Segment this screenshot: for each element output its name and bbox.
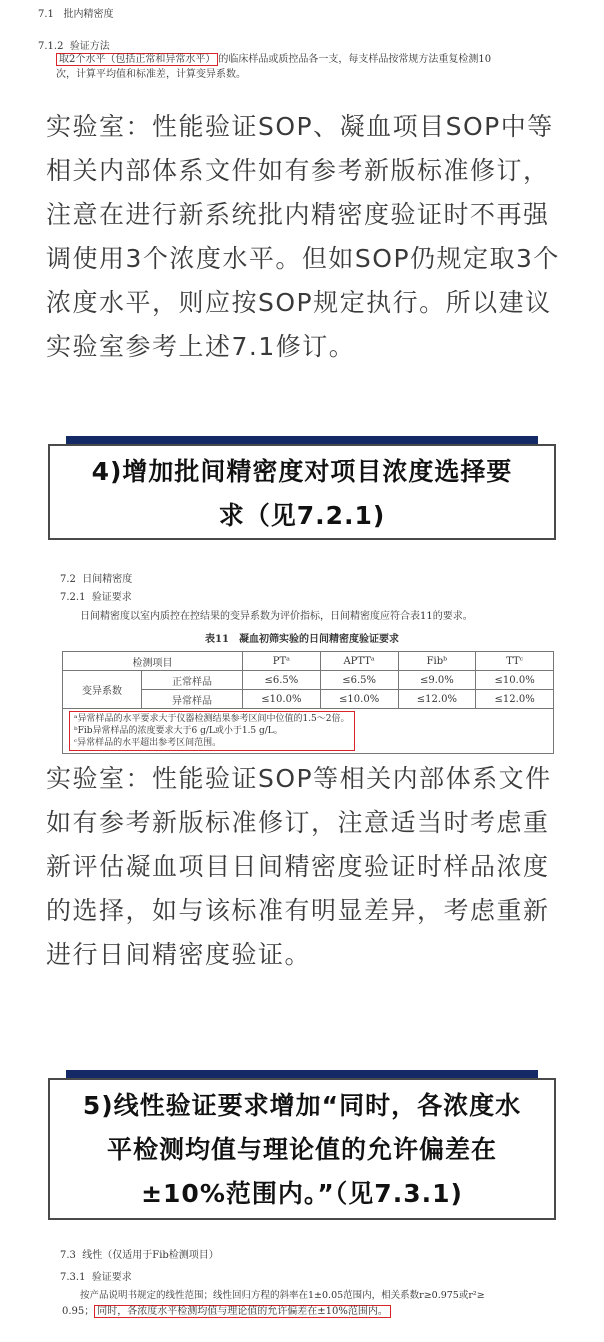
body-text: 0.95； [62, 1306, 95, 1317]
table-note: ᵇFib异常样品的浓度要求大于6 g/L或小于1.5 g/L。 [74, 726, 283, 736]
section-7-1-2-body-line2: 次，计算平均值和标准差，计算变异系数。 [56, 69, 246, 80]
precision-table [62, 651, 554, 754]
section-7-3-1-body-line2 [62, 1302, 391, 1317]
heading-box-4 [48, 444, 556, 540]
table-notes-cell [63, 709, 554, 754]
section-title: 验证要求 [91, 592, 132, 603]
table-row-label: 异常样品 [142, 690, 243, 709]
section-number: 7.2.1 [60, 592, 86, 603]
table-row [63, 671, 554, 690]
section-7-1-2-heading [38, 37, 110, 52]
table-note: ᶜ异常样品的水平超出参考区间范围。 [74, 738, 222, 748]
section-7-3-heading [60, 1246, 219, 1261]
heading-box-5 [48, 1078, 556, 1220]
highlighted-notes [69, 711, 355, 751]
table-group-cell: 变异系数 [63, 671, 142, 709]
heading-line: 平检测均值与理论值的允许偏差在 [106, 1135, 497, 1164]
section-7-3-1-heading [60, 1268, 132, 1283]
section-7-2-1-body: 日间精密度以室内质控在控结果的变异系数为评价指标，日间精密度应符合表11的要求。 [80, 611, 473, 622]
table-cell: ≤6.5% [243, 671, 321, 690]
table-cell: ≤9.0% [398, 671, 476, 690]
section-number: 7.3 [60, 1250, 76, 1261]
section-title: 验证要求 [91, 1272, 132, 1283]
table-cell: ≤6.5% [320, 671, 398, 690]
commentary-paragraph-2: 实验室：性能验证SOP等相关内部体系文件如有参考新版标准修订，注意适当时考虑重新评估凝血项目日间精密度验证时样品浓度的选择，如与该标准有明显差异，考虑重新进行日间精密度验证。 [46, 764, 552, 969]
table-notes-row [63, 709, 554, 754]
table-cell: ≤12.0% [476, 690, 554, 709]
table-cell: ≤10.0% [476, 671, 554, 690]
heading-line: 4)增加批间精密度对项目浓度选择要 [91, 457, 513, 486]
body-text: 的临床样品或质控品各一支，每支样品按常规方法重复检测10 [218, 54, 492, 65]
commentary-paragraph-1: 实验室：性能验证SOP、凝血项目SOP中等相关内部体系文件如有参考新版标准修订，注意在进行新系统批内精密度验证时不再强调使用3个浓度水平。但如SOP仍规定取3个浓度水平，则应按SOP规定执行。所以建议实验室参考上述7.1修订。 [46, 112, 560, 361]
heading-line: 5)线性验证要求增加“同时，各浓度水 [82, 1091, 522, 1120]
section-number: 7.1.2 [38, 41, 64, 52]
section-7-1-2-body [56, 52, 556, 68]
section-7-3-1-body-line1: 按产品说明书规定的线性范围；线性回归方程的斜率在1±0.05范围内，相关系数r≥0.975或r²≥ [80, 1290, 485, 1301]
table-header-cell: TTᶜ [476, 652, 554, 671]
section-title: 验证方法 [69, 41, 110, 52]
section-title: 日间精密度 [82, 574, 133, 585]
section-7-2-1-heading [60, 588, 132, 603]
section-number: 7.1 [38, 9, 54, 20]
section-number: 7.2 [60, 574, 76, 585]
table-header-cell: 检测项目 [63, 652, 243, 671]
section-7-1-heading [38, 5, 113, 20]
table-header-cell: Fibᵇ [398, 652, 476, 671]
table-cell: ≤10.0% [320, 690, 398, 709]
highlighted-text: 取2个水平（包括正常和异常水平） [56, 53, 218, 66]
table-header-cell: PTᵃ [243, 652, 321, 671]
table-caption: 表11 凝血初筛实验的日间精密度验证要求 [205, 634, 399, 645]
table-cell: ≤12.0% [398, 690, 476, 709]
heading-line: ±10%范围内。”（见7.3.1) [141, 1179, 463, 1208]
table-header-row [63, 652, 554, 671]
heading-line: 求（见7.2.1) [218, 501, 386, 530]
section-7-2-heading [60, 570, 132, 585]
table-note: ᵃ异常样品的水平要求大于仪器检测结果参考区间中位值的1.5～2倍。 [74, 714, 350, 724]
highlighted-text: 同时，各浓度水平检测均值与理论值的允许偏差在±10%范围内。 [94, 1305, 391, 1318]
table-row-label: 正常样品 [142, 671, 243, 690]
section-title: 批内精密度 [63, 9, 114, 20]
table-cell: ≤10.0% [243, 690, 321, 709]
table-header-cell: APTTᵃ [320, 652, 398, 671]
section-title: 线性（仅适用于Fib检测项目） [82, 1250, 219, 1261]
section-number: 7.3.1 [60, 1272, 86, 1283]
